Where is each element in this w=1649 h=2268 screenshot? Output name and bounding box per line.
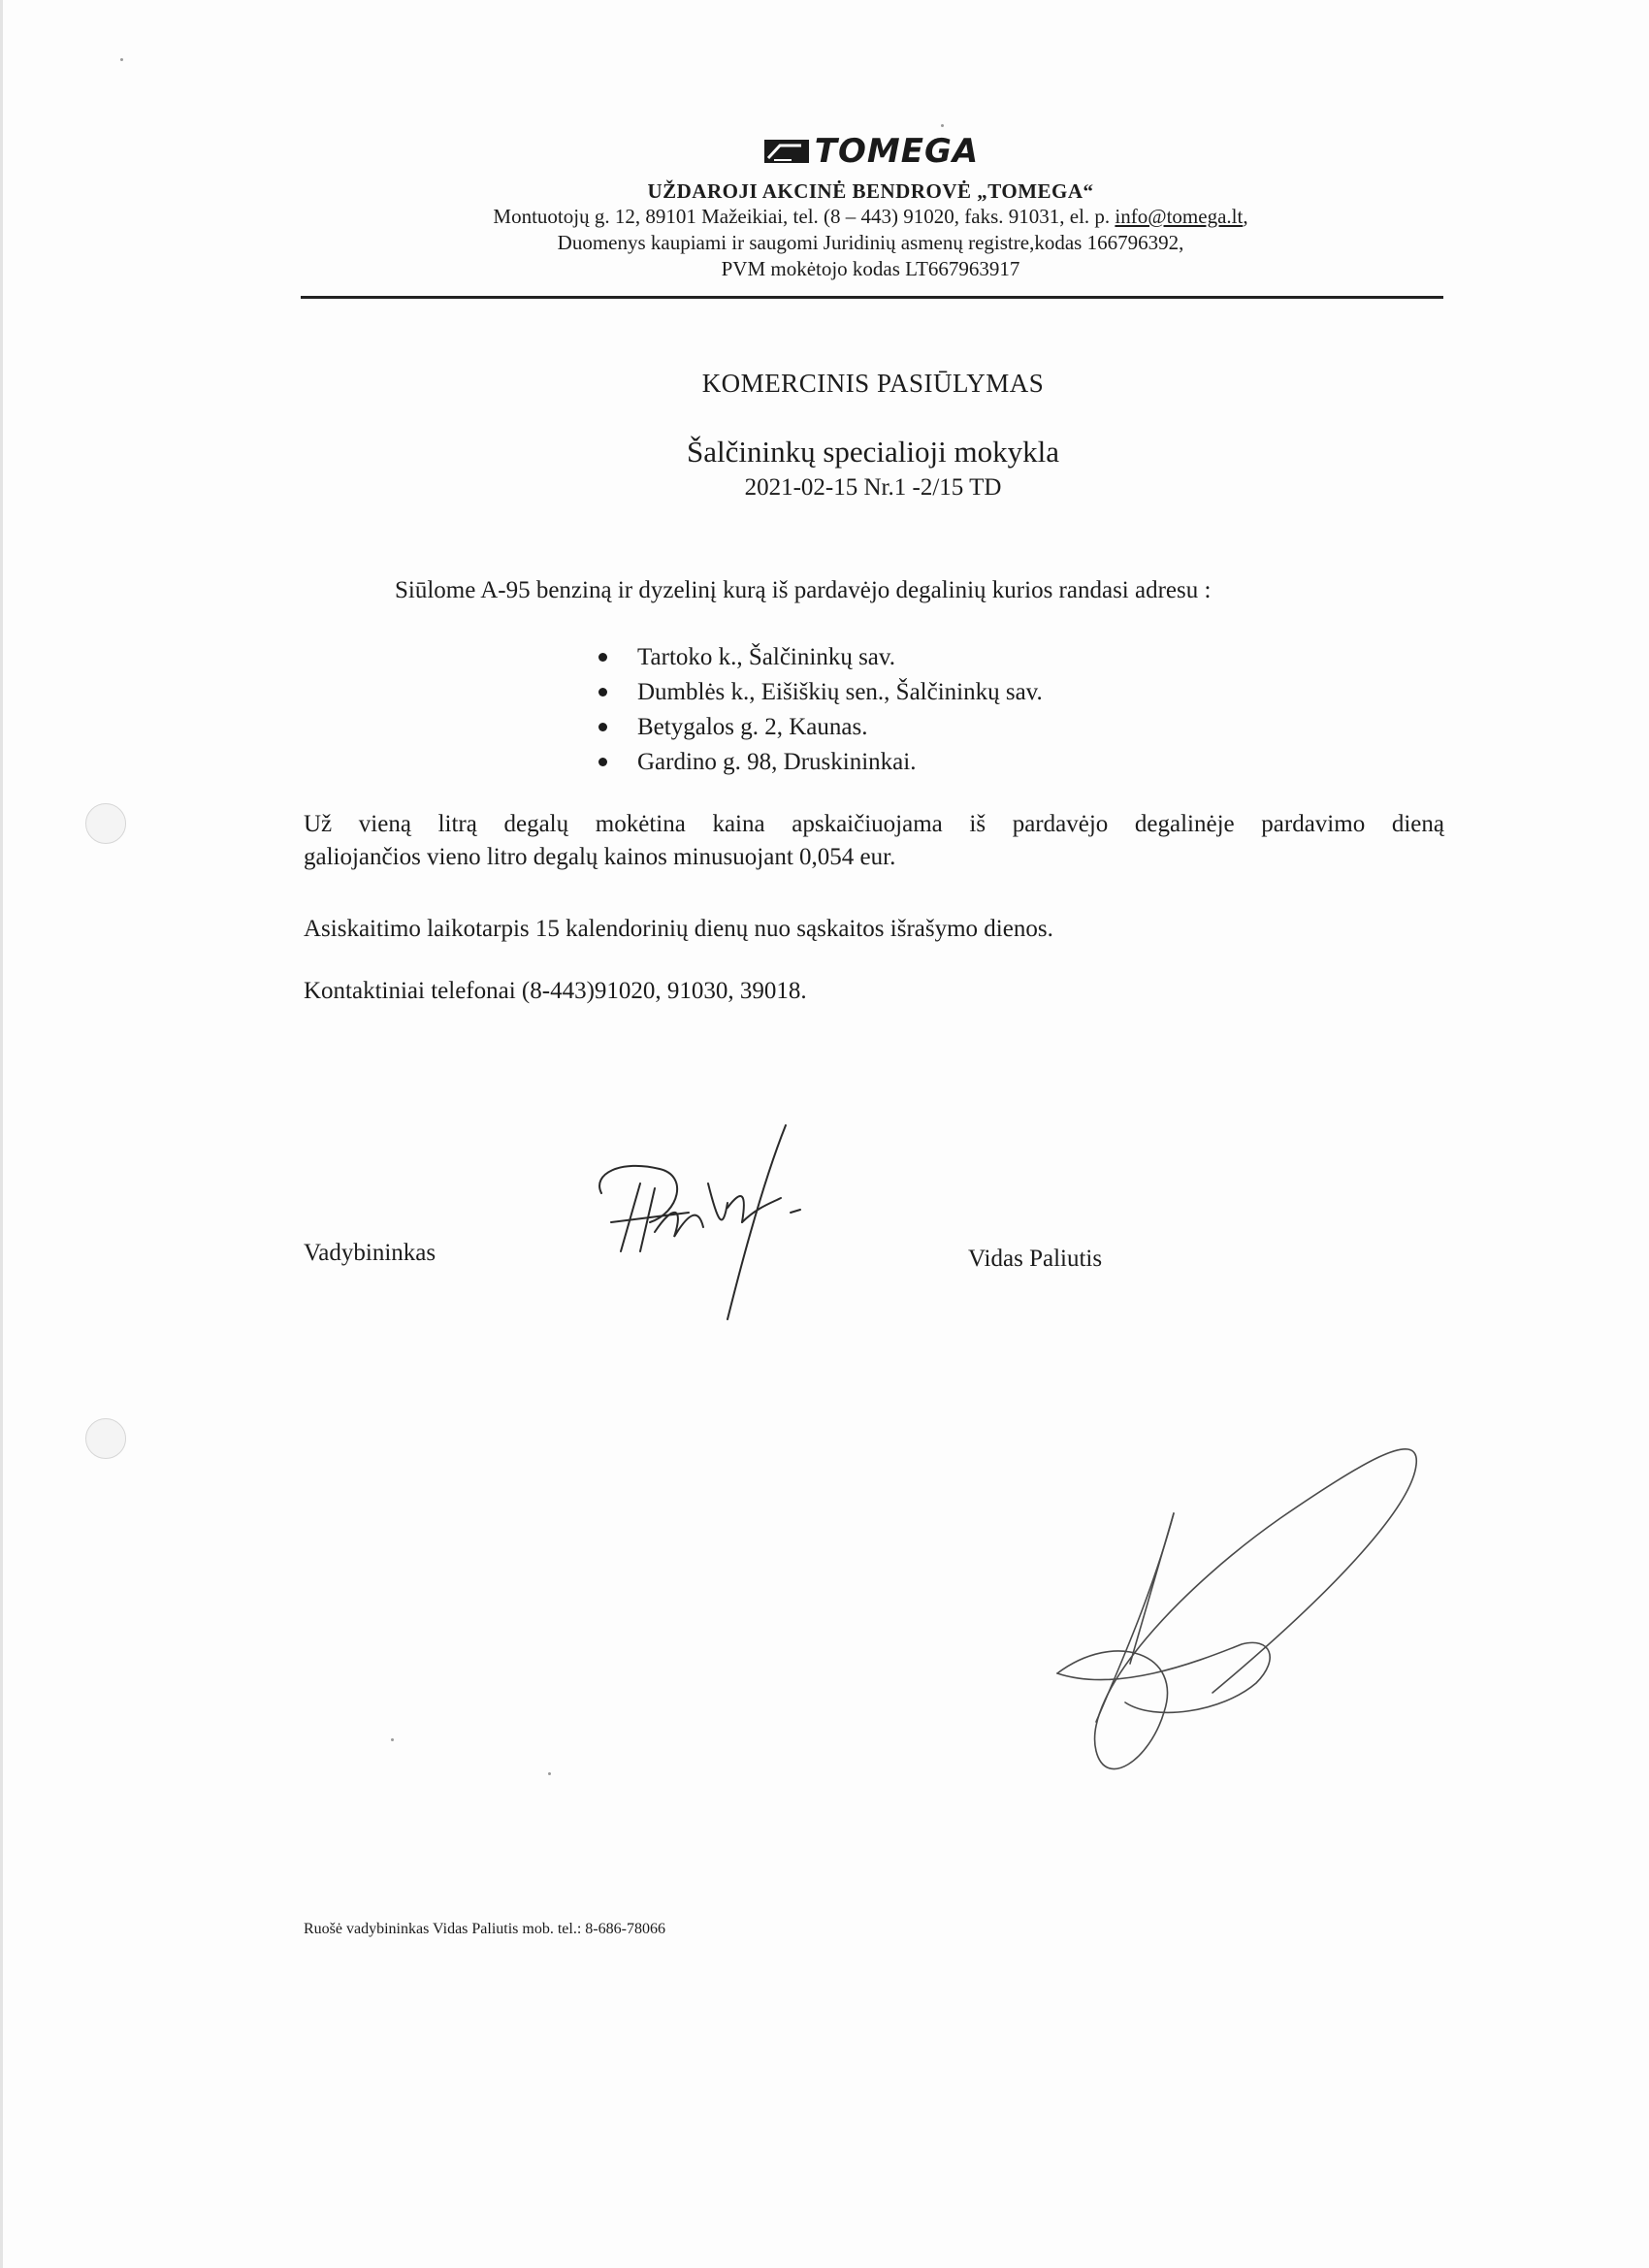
signer-name: Vidas Paliutis [968,1246,1103,1272]
company-legal-name: UŽDAROJI AKCINĖ BENDROVĖ „TOMEGA“ [647,179,1094,203]
company-email-link[interactable]: info@tomega.lt [1115,205,1244,228]
scan-speck [120,58,123,61]
address-text: Montuotojų g. 12, 89101 Mažeikiai, tel. (8 – 443) 91020, faks. 91031, el. p. [493,205,1111,228]
logo-wordmark: TOMEGA [814,132,980,171]
scan-speck [548,1772,551,1775]
signer-role: Vadybininkas [304,1240,436,1266]
contact-phones: Kontaktiniai telefonai (8-443)91020, 91030, 39018. [304,978,807,1004]
scan-edge [0,0,3,2268]
signature-icon [582,1116,892,1324]
prepared-by-note: Ruošė vadybininkas Vidas Paliutis mob. tel.: 8-686-78066 [304,1921,665,1937]
company-address [296,204,1445,230]
company-registry: Duomenys kaupiami ir saugomi Juridinių asmenų registre,kodas 166796392, [557,231,1184,254]
station-list [597,640,1043,780]
station-item: Dumblės k., Eišiškių sen., Šalčininkų sav. [597,675,1043,710]
scan-speck [941,124,944,127]
offer-intro: Siūlome A-95 benziną ir dyzelinį kurą iš pardavėjo degalinių kurios randasi adresu : [395,577,1212,603]
letterhead [296,131,1445,282]
punch-hole [85,803,126,844]
scan-speck [391,1738,394,1741]
company-logo [762,131,979,172]
price-terms-line-2: galiojančios vieno litro degalų kainos minusuojant 0,054 eur. [304,844,896,870]
company-vat-code: PVM mokėtojo kodas LT667963917 [721,257,1020,280]
station-item: Betygalos g. 2, Kaunas. [597,710,1043,745]
document-number: 2021-02-15 Nr.1 -2/15 TD [744,474,1002,501]
handwritten-mark-icon [1038,1421,1436,1829]
punch-hole [85,1418,126,1459]
tomega-logo-icon [762,137,811,166]
station-item: Gardino g. 98, Druskininkai. [597,745,1043,780]
payment-term: Asiskaitimo laikotarpis 15 kalendorinių dienų nuo sąskaitos išrašymo dienos. [304,916,1053,942]
price-terms [304,808,1444,874]
price-terms-line-1: Už vieną litrą degalų mokėtina kaina apskaičiuojama iš pardavėjo degalinėje pardavimo dieną [304,811,1444,837]
address-suffix: , [1243,205,1248,228]
recipient-name: Šalčininkų specialioji mokykla [687,435,1059,469]
station-item: Tartoko k., Šalčininkų sav. [597,640,1043,675]
letterhead-divider [301,296,1443,299]
document-title: KOMERCINIS PASIŪLYMAS [701,369,1045,398]
